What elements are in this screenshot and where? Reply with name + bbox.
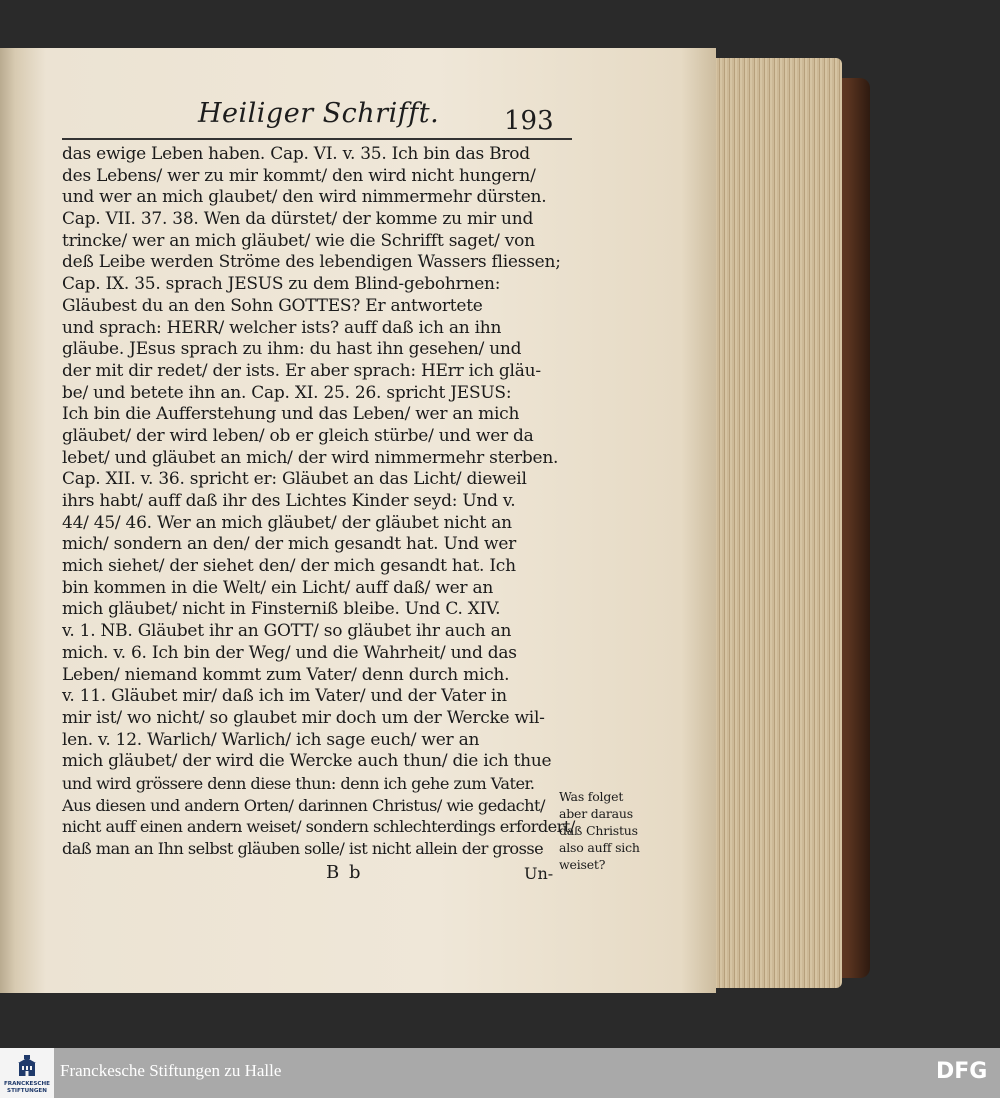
logo-text (2, 1081, 52, 1094)
building-icon (14, 1053, 40, 1079)
text-line: mich. v. 6. Ich bin der Weg/ und die Wahrheit/ und das (62, 642, 517, 663)
facing-page-sliver (0, 48, 16, 993)
text-line: und wird grössere denn diese thun: denn ich gehe zum Vater. (62, 773, 535, 793)
text-line: be/ und betete ihn an. Cap. XI. 25. 26. spricht JESUS: (62, 382, 512, 403)
marginal-line: daß Christus (559, 823, 638, 838)
marginal-line: also auff sich (559, 840, 640, 855)
text-line: len. v. 12. Warlich/ Warlich/ ich sage euch/ wer an (62, 729, 480, 750)
text-line: nicht auff einen andern weiset/ sondern schlechterdings erfordert/ (62, 817, 575, 837)
catchword: Un- (524, 864, 554, 883)
text-line: Leben/ niemand kommt zum Vater/ denn durch mich. (62, 664, 510, 685)
marginal-line: weiset? (559, 857, 606, 872)
text-line: mich/ sondern an den/ der mich gesandt hat. Und wer (62, 534, 517, 555)
book-page (16, 48, 716, 993)
institution-name[interactable]: Franckesche Stiftungen zu Halle (60, 1061, 282, 1080)
text-line: deß Leibe werden Ströme des lebendigen Wassers fliessen; (62, 252, 561, 273)
text-line: lebet/ und gläubet an mich/ der wird nimmermehr sterben. (62, 447, 559, 468)
text-line: und wer an mich glaubet/ den wird nimmermehr dürsten. (62, 187, 547, 208)
text-line: gläubet/ der wird leben/ ob er gleich stürbe/ und wer da (62, 425, 534, 446)
text-line: mich gläubet/ nicht in Finsterniß bleibe. Und C. XIV. (62, 599, 501, 620)
text-line: Aus diesen und andern Orten/ darinnen Christus/ wie gedacht/ (62, 795, 545, 815)
text-line: gläube. JEsus sprach zu ihm: du hast ihn gesehen/ und (62, 339, 522, 360)
text-line: daß man an Ihn selbst gläuben solle/ ist nicht allein der grosse (62, 839, 544, 858)
text-line: bin kommen in die Welt/ ein Licht/ auff daß/ wer an (62, 577, 494, 598)
marginal-line: Was folget (559, 789, 624, 804)
text-line: mir ist/ wo nicht/ so glaubet mir doch um der Wercke wil- (62, 707, 545, 728)
logo-text-line: FRANCKESCHE (3, 1081, 51, 1087)
text-line: Cap. XII. v. 36. spricht er: Gläubet an das Licht/ dieweil (62, 469, 527, 490)
text-line: und sprach: HERR/ welcher ists? auff daß ich an ihn (62, 317, 502, 338)
text-line: mich siehet/ der siehet den/ der mich gesandt hat. Ich (62, 556, 516, 577)
header-rule (62, 138, 572, 140)
body-text (62, 144, 582, 860)
marginal-note (559, 788, 669, 873)
text-line: v. 11. Gläubet mir/ daß ich im Vater/ und der Vater in (62, 686, 507, 707)
text-line: Cap. IX. 35. sprach JESUS zu dem Blind-gebohrnen: (62, 274, 501, 295)
footer-bar (0, 1048, 1000, 1098)
dfg-logo[interactable]: DFG (936, 1059, 988, 1084)
page-block-edges (712, 58, 842, 988)
running-head: Heiliger Schrifft. (198, 98, 440, 129)
text-line: Ich bin die Aufferstehung und das Leben/ wer an mich (62, 404, 520, 425)
text-line: 44/ 45/ 46. Wer an mich gläubet/ der gläubet nicht an (62, 512, 512, 533)
page-number: 193 (504, 106, 554, 136)
text-line: das ewige Leben haben. Cap. VI. v. 35. Ich bin das Brod (62, 144, 530, 164)
logo-text-line: STIFTUNGEN (7, 1087, 47, 1094)
text-line: trincke/ wer an mich gläubet/ wie die Schrifft saget/ von (62, 230, 535, 251)
signature-mark: B b (326, 862, 363, 883)
text-line: Cap. VII. 37. 38. Wen da dürstet/ der komme zu mir und (62, 209, 534, 230)
text-line: Gläubest du an den Sohn GOTTES? Er antwortete (62, 295, 483, 316)
text-line: v. 1. NB. Gläubet ihr an GOTT/ so gläubet ihr auch an (62, 621, 512, 642)
text-line: ihrs habt/ auff daß ihr des Lichtes Kinder seyd: Und v. (62, 491, 516, 511)
text-line: der mit dir redet/ der ists. Er aber sprach: HErr ich gläu- (62, 360, 541, 381)
text-line: des Lebens/ wer zu mir kommt/ den wird nicht hungern/ (62, 165, 536, 186)
marginal-line: aber daraus (559, 806, 633, 821)
text-line: mich gläubet/ der wird die Wercke auch thun/ die ich thue (62, 751, 552, 772)
institution-logo[interactable] (0, 1048, 54, 1098)
